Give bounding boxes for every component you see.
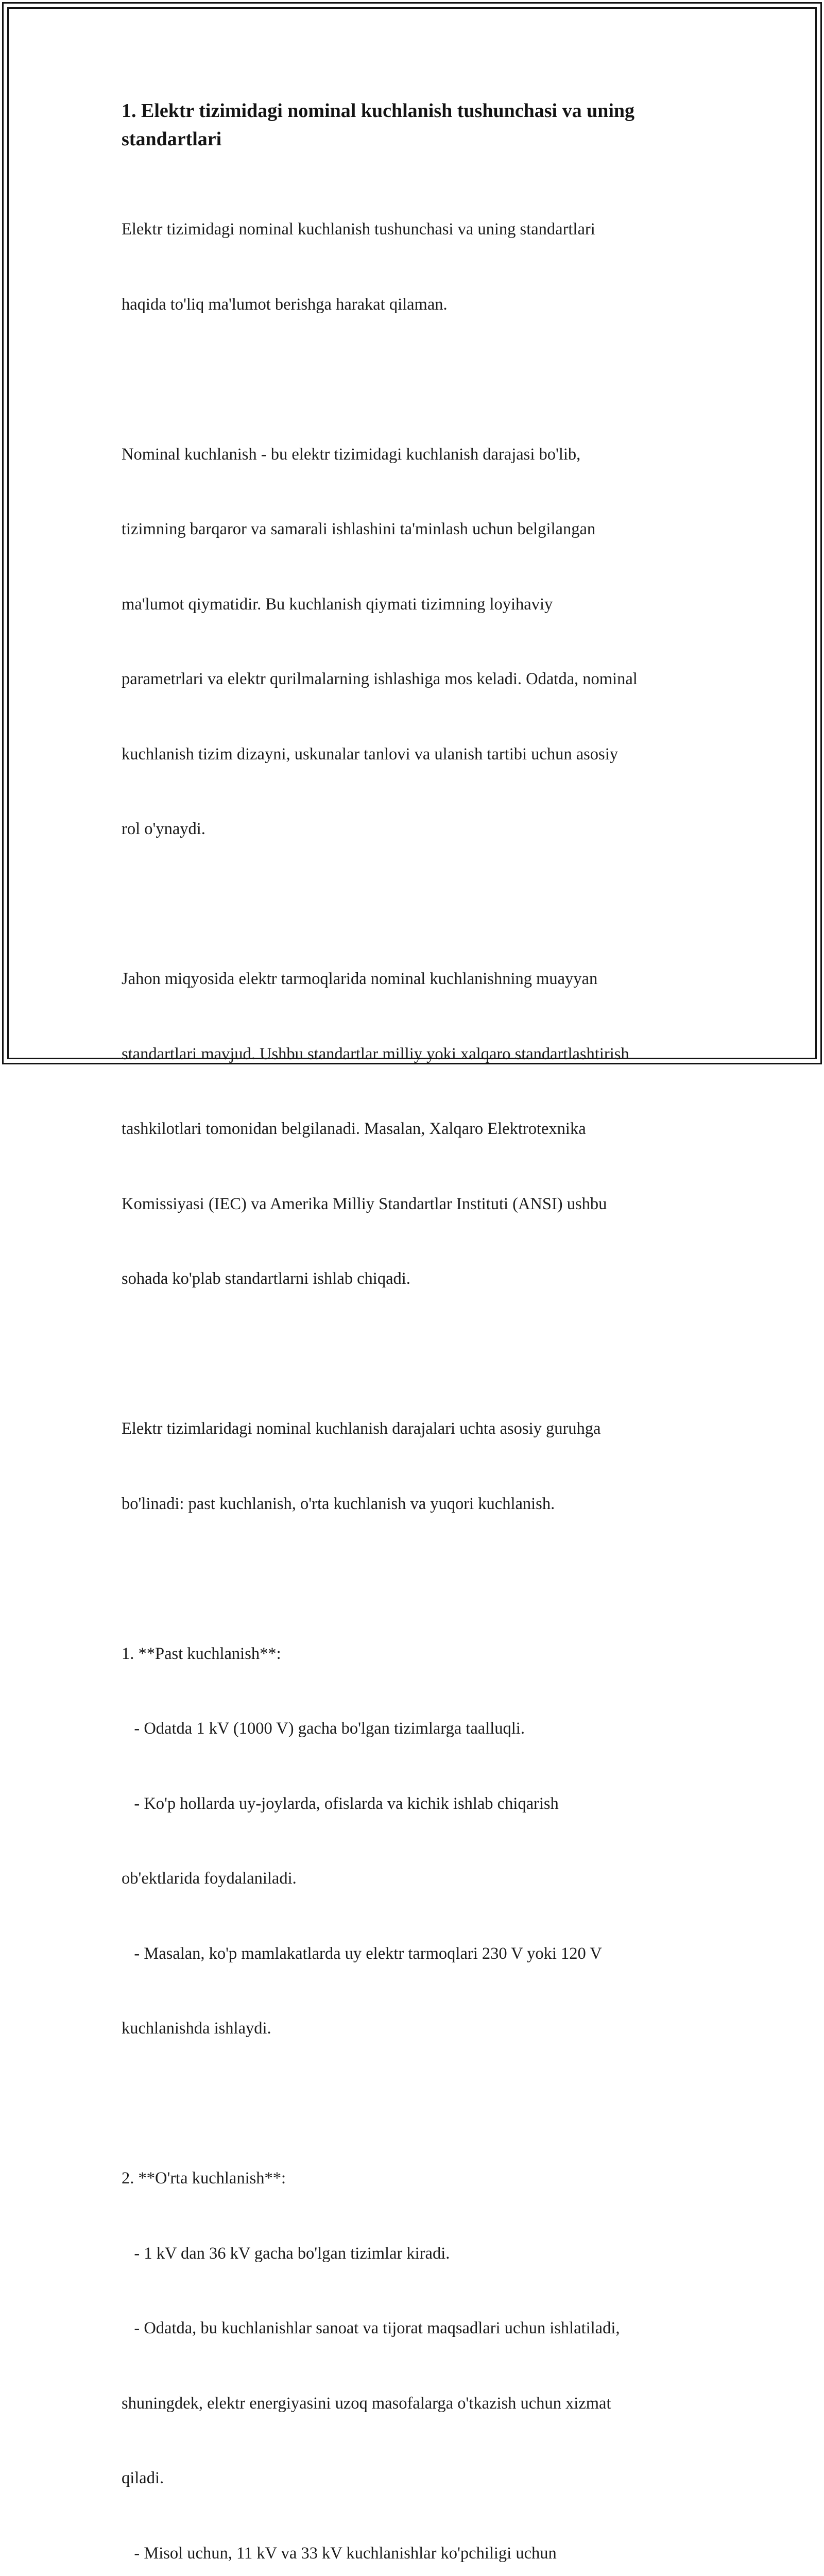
text-line: shuningdek, elektr energiyasini uzoq masofalarga o'tkazish uchun xizmat bbox=[122, 2394, 611, 2413]
text-line: rol o'ynaydi. bbox=[122, 820, 205, 838]
list-item-heading: 2. **O'rta kuchlanish**: bbox=[122, 2169, 286, 2188]
list-subitem: - Odatda, bu kuchlanishlar sanoat va tijorat maqsadlari uchun ishlatiladi, bbox=[122, 2319, 620, 2337]
text-line: tashkilotlari tomonidan belgilanadi. Masalan, Xalqaro Elektrotexnika bbox=[122, 1120, 586, 1138]
text-line: kuchlanishda ishlaydi. bbox=[122, 2019, 271, 2038]
text-line: parametrlari va elektr qurilmalarning ishlashiga mos keladi. Odatda, nominal bbox=[122, 670, 638, 688]
text-line: Elektr tizimidagi nominal kuchlanish tushunchasi va uning standartlari bbox=[122, 220, 595, 239]
list-subitem: - Misol uchun, 11 kV va 33 kV kuchlanishlar ko'pchiligi uchun bbox=[122, 2544, 557, 2563]
blank-line bbox=[122, 1566, 709, 1591]
list-subitem: - Masalan, ko'p mamlakatlarda uy elektr tarmoqlari 230 V yoki 120 V bbox=[122, 1944, 602, 1963]
blank-line bbox=[122, 1342, 709, 1367]
section-heading-line: 1. Elektr tizimidagi nominal kuchlanish tushunchasi va uning bbox=[122, 100, 635, 122]
text-line: Elektr tizimlaridagi nominal kuchlanish darajalari uchta asosiy guruhga bbox=[122, 1419, 601, 1438]
text-line: tizimning barqaror va samarali ishlashini ta'minlash uchun belgilangan bbox=[122, 520, 596, 538]
blank-line bbox=[122, 2091, 709, 2116]
text-line: Komissiyasi (IEC) va Amerika Milliy Standartlar Instituti (ANSI) ushbu bbox=[122, 1194, 607, 1213]
text-line: ma'lumot qiymatidir. Bu kuchlanish qiymati tizimning loyihaviy bbox=[122, 595, 553, 614]
list-subitem: - Odatda 1 kV (1000 V) gacha bo'lgan tizimlarga taalluqli. bbox=[122, 1719, 525, 1738]
blank-line bbox=[122, 367, 709, 392]
text-line: haqida to'liq ma'lumot berishga harakat qilaman. bbox=[122, 295, 448, 314]
text-line: bo'linadi: past kuchlanish, o'rta kuchlanish va yuqori kuchlanish. bbox=[122, 1494, 555, 1513]
text-line: qiladi. bbox=[122, 2469, 164, 2487]
text-line: Nominal kuchlanish - bu elektr tizimidagi kuchlanish darajasi bo'lib, bbox=[122, 445, 581, 464]
list-subitem: - 1 kV dan 36 kV gacha bo'lgan tizimlar kiradi. bbox=[122, 2244, 450, 2263]
list-item-heading: 1. **Past kuchlanish**: bbox=[122, 1644, 281, 1663]
text-line: kuchlanish tizim dizayni, uskunalar tanlovi va ulanish tartibi uchun asosiy bbox=[122, 744, 618, 764]
text-line: standartlari mavjud. Ushbu standartlar milliy yoki xalqaro standartlashtirish bbox=[122, 1044, 629, 1063]
blank-line bbox=[122, 892, 709, 917]
section-heading-line: standartlari bbox=[122, 128, 222, 150]
body-text bbox=[122, 167, 709, 2576]
list-subitem: - Ko'p hollarda uy-joylarda, ofislarda va kichik ishlab chiqarish bbox=[122, 1794, 559, 1813]
text-line: Jahon miqyosida elektr tarmoqlarida nominal kuchlanishning muayyan bbox=[122, 970, 598, 988]
text-line: ob'ektlarida foydalaniladi. bbox=[122, 1869, 297, 1888]
section-heading bbox=[122, 97, 709, 154]
document-body bbox=[122, 97, 709, 2576]
text-line: sohada ko'plab standartlarni ishlab chiqadi. bbox=[122, 1269, 410, 1288]
